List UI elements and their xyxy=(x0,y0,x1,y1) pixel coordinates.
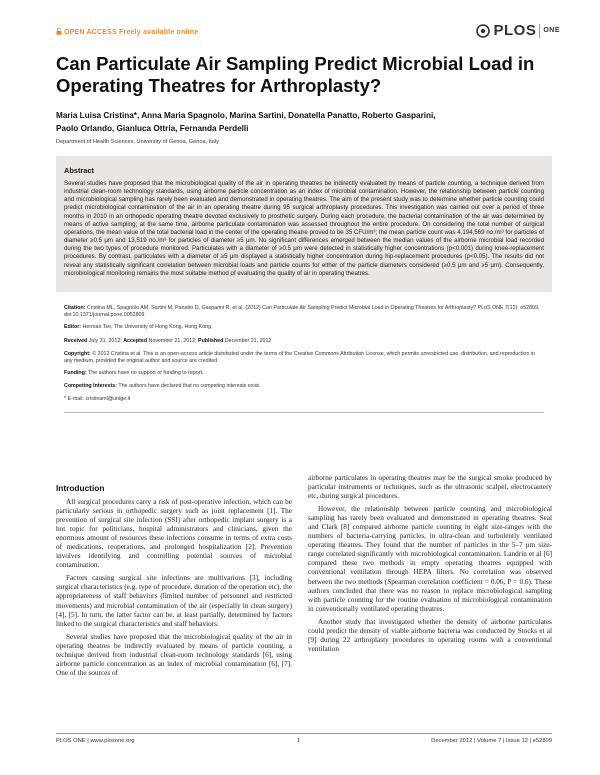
editor-label: Editor: xyxy=(64,324,82,330)
one-logo-text: ONE xyxy=(543,27,560,34)
footer-page-number: 1 xyxy=(297,738,301,744)
accepted-date: November 21, 2012; xyxy=(148,338,197,344)
freely-available-text: Freely available online xyxy=(119,29,199,36)
open-access-label xyxy=(56,28,198,36)
citation-text: Cristina ML, Spagnolo AM, Sartini M, Panatto D, Gasparini R, et al. (2012) Can Particulate Air Sampling Predict Microbial Load in Operating Theatres for Arthroplasty? PLoS ONE 7(12): e52809. doi:10.1371/journal.pone.0052809 xyxy=(64,305,540,319)
paragraph: However, the relationship between particle counting and microbiological sampling has rarely been evaluated and demonstrated in operating theatres. Seal and Clark [8] compared airborne particle counting in eight size-ranges with the numbers of bacteria-carrying particles, in ultra-clean and turbulently ventilated operating theatres. They found that the number of particles in the 5–7 μm size-range correlated significantly with microbiological contamination. Landrin et al [6] compared these two methods in empty operating theatres equipped with conventional ventilation through HEPA filters. No correlation was observed between the two methods (Spearman correlation coefficient = 0.06, P = 0.6). These authors concluded that there was no reason to replace microbiological sampling with particle counting for the routine evaluation of microbiological contamination in conventionally ventilated operating theatres. xyxy=(308,505,552,613)
footer-issue-info: December 2012 | Volume 7 | Issue 12 | e52809 xyxy=(431,738,552,744)
journal-logo xyxy=(476,22,560,39)
funding-label: Funding: xyxy=(64,370,87,376)
paragraph: All surgical procedures carry a risk of post-operative infection, which can be particularly serious in orthopedic surgery such as joint replacement [1]. The prevention of surgical site infection (SSI) after orthopedic implant surgery is a hot topic for politicians, hospital administrators and clinicians, given the enormous amount of resources these infections consume in terms of extra costs of medications, reoperations, and prolonged hospitalization [2]. Prevention involves identifying and controlling potential sources of microbial contamination. xyxy=(56,498,292,570)
received-date: July 31, 2012; xyxy=(88,338,122,344)
paragraph: Several studies have proposed that the microbiological quality of the air in operating theatres be indirectly evaluated by means of particle counting, a technique derived from industrial clean-room technology standards [6], using airborne particle concentration as an index of microbial contamination [6], [7]. One of the sources of xyxy=(56,632,292,677)
body-right-column xyxy=(308,474,552,654)
abstract-text: Several studies have proposed that the microbiological quality of the air in operating theatres be indirectly evaluated by means of particle counting, a technique derived from industrial clean-room technology standards, using airborne particle concentration as an index of microbial contamination. However, the relationship between particle counting and microbiological sampling has rarely been evaluated and demonstrated in operating theatres. The aim of the present study was to determine whether particle counting could predict microbiological contamination of the air in an operating theatre during 95 surgical arthroplasty procedures. This investigation was carried out over a period of three months in 2010 in an orthopedic operating theatre devoted exclusively to prosthetic surgery. During each procedure, the bacterial contamination of the air was determined by means of active sampling; at the same time, airborne particulate contamination was assessed throughout the entire procedure. On considering the total number of surgical operations, the mean value of the total bacterial load in the center of the operating theatre proved to be 35 CFU/m³; the mean particle count was 4,194,569 no./m³ for particles of diameter ≥0.5 μm and 13,519 no./m³ for particles of diameter ≥5 μm. No significant differences emerged between the median values of the airborne microbial load recorded during the two types of procedure monitored. Particulates with a diameter of ≥0.5 μm were detected in statistically higher concentrations (p<0.001) during knee-replacement procedures. By contrast, particulates with a diameter of ≥5 μm displayed a statistically higher concentration during hip-replacement procedures (p<0.05). The results did not reveal any statistically significant correlation between microbial loads and particle counts for either of the particle diameters considered (≥0.5 μm and ≥5 μm). Consequently, microbiological monitoring remains the most suitable method of evaluating the quality of air in operating theatres. xyxy=(64,180,544,277)
editor-text: Herman Tse, The University of Hong Kong, Hong Kong xyxy=(82,324,212,330)
authors-line-1: Maria Luisa Cristina*, Anna Maria Spagnolo, Marina Sartini, Donatella Panatto, Roberto Gasparini, xyxy=(56,111,436,120)
funding-text: The authors have no support or funding to report. xyxy=(88,370,204,376)
open-text: OPEN xyxy=(64,29,85,36)
copyright-label: Copyright: xyxy=(64,351,91,357)
plos-logo-text: PLOS xyxy=(493,22,537,39)
introduction-heading: Introduction xyxy=(56,483,105,493)
article-title xyxy=(56,53,556,97)
citation-label: Citation: xyxy=(64,305,86,311)
body-left-column xyxy=(56,498,292,678)
editor xyxy=(64,324,544,331)
dates xyxy=(64,338,544,345)
title-line-2: Operating Theatres for Arthroplasty? xyxy=(56,75,382,96)
published-date: December 21, 2012 xyxy=(224,338,272,344)
meta-divider xyxy=(64,412,544,413)
citation xyxy=(64,305,544,319)
authors-line-2: Paolo Orlando, Gianluca Ottria, Fernanda Perdelli xyxy=(56,124,249,133)
paragraph: Another study that investigated whether the density of airborne particulates could predict the density of viable airborne bacteria was conducted by Stocks et al [9] during 22 arthroplasty procedures in operating rooms with a conventional ventilation xyxy=(308,617,552,653)
accepted-label: Accepted xyxy=(123,338,148,344)
title-line-1: Can Particulate Air Sampling Predict Microbial Load in xyxy=(56,53,535,74)
email-link[interactable]: * E-mail: cristinaml@unige.it xyxy=(64,396,131,402)
plos-emblem-icon xyxy=(476,24,490,38)
funding xyxy=(64,370,544,377)
open-lock-icon xyxy=(56,28,62,35)
competing-text: The authors have declared that no competing interests exist. xyxy=(118,383,261,389)
received-label: Received xyxy=(64,338,88,344)
logo-divider xyxy=(539,24,540,38)
paragraph: Factors causing surgical site infections are multivarious [3], including surgical characteristics (e.g. type of procedure, duration of the operation etc), the appropriateness of staff behaviors (limited number of personnel and restricted movements) and microbial contamination of the air (especially in clean surgery) [4], [5]. In turn, the latter factor can be, at least partially, determined by factors linked to the surgical characteristics and staff behaviors. xyxy=(56,574,292,628)
published-label: Published xyxy=(198,338,224,344)
copyright-text: © 2012 Cristina et al. This is an open-access article distributed under the terms of the Creative Commons Attribution License, which permits unrestricted use, distribution, and reproduction in any medium, provided the original author and source are credited. xyxy=(64,351,536,365)
paragraph: airborne particulates in operating theatres may be the surgical smoke produced by particular instruments or techniques, such as the ultrasonic scalpel, electrocautery etc, during surgical procedures. xyxy=(308,474,552,501)
copyright xyxy=(64,351,544,365)
abstract-heading: Abstract xyxy=(64,166,94,175)
footer-journal-url[interactable]: PLOS ONE | www.plosone.org xyxy=(56,738,135,744)
affiliation: Department of Health Sciences, University of Genoa, Genoa, Italy xyxy=(56,139,219,145)
access-text: ACCESS xyxy=(86,29,117,36)
author-list xyxy=(56,109,556,135)
competing-interests xyxy=(64,383,544,390)
footer-rule xyxy=(56,733,552,734)
competing-label: Competing Interests: xyxy=(64,383,117,389)
